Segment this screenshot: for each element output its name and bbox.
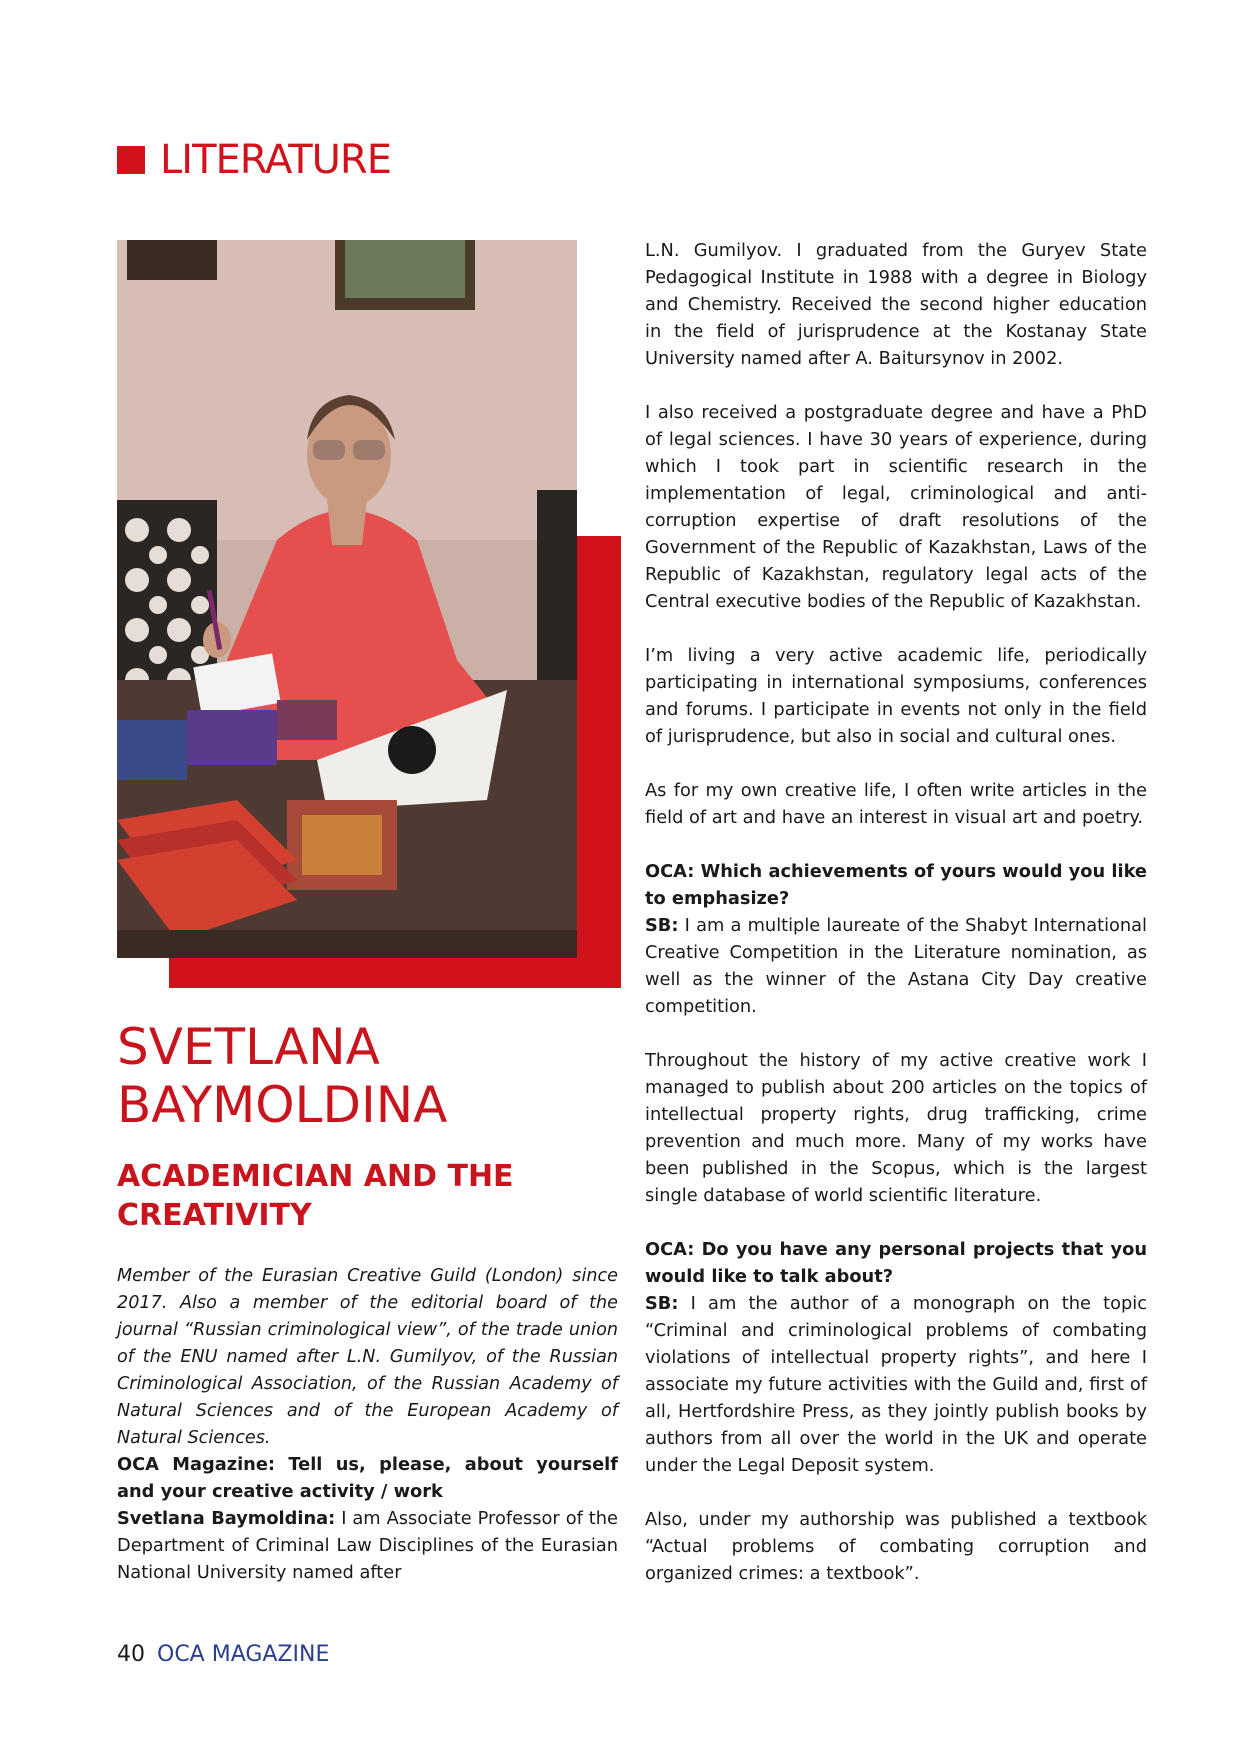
question-2: OCA: Which achievements of yours would you like to emphasize? <box>645 861 1147 909</box>
page-footer <box>117 1641 329 1669</box>
article-subtitle: ACADEMICIAN AND THE CREATIVITY <box>117 1159 514 1233</box>
right-column <box>645 237 1147 1587</box>
paragraph-3: I’m living a very active academic life, periodically participating in international symposiums, conferences and forums. I participate in events not only in the field of jurisprudence, but also in social and cultural ones. <box>645 645 1147 747</box>
paragraph-6: Also, under my authorship was published a textbook “Actual problems of combating corruption and organized crimes: a textbook”. <box>645 1509 1147 1584</box>
section-marker <box>117 146 145 174</box>
page-number: 40 <box>117 1642 145 1667</box>
answer-1-speaker: Svetlana Baymoldina: <box>117 1508 336 1529</box>
question-3: OCA: Do you have any personal projects that you would like to talk about? <box>645 1239 1147 1287</box>
paragraph-4: As for my own creative life, I often write articles in the field of art and have an interest in visual art and poetry. <box>645 780 1147 828</box>
paragraph-5: Throughout the history of my active creative work I managed to publish about 200 articles on the topics of intellectual property rights, drug trafficking, crime prevention and much more. Many of my works have been published in the Scopus, which is the largest single database of world scientific literature. <box>645 1050 1147 1206</box>
answer-2: I am a multiple laureate of the Shabyt International Creative Competition in the Literature nomination, as well as the winner of the Astana City Day creative competition. <box>645 915 1147 1017</box>
answer-1-start: I am Associate Professor of the Department of Criminal Law Disciplines of the Eurasian National University named after <box>117 1508 618 1583</box>
name-line-2: BAYMOLDINA <box>117 1076 448 1134</box>
portrait-photo <box>117 240 577 958</box>
intro-paragraph: Member of the Eurasian Creative Guild (London) since 2017. Also a member of the editorial board of the journal “Russian criminological view”, of the trade union of the ENU named after L.N. Gumilyov, of the Russian Criminological Association, of the Russian Academy of Natural Sciences and of the European Academy of Natural Sciences. <box>117 1266 618 1448</box>
name-line-1: SVETLANA <box>117 1018 380 1076</box>
answer-1-continued: L.N. Gumilyov. I graduated from the Guryev State Pedagogical Institute in 1988 with a degree in Biology and Chemistry. Received the second higher education in the field of jurisprudence at the Kostanay State University named after A. Baitursynov in 2002. <box>645 240 1147 369</box>
section-title: LITERATURE <box>160 137 391 183</box>
left-column-interview <box>117 1451 618 1586</box>
magazine-name: OCA MAGAZINE <box>157 1642 330 1667</box>
article-author-name <box>117 1018 447 1134</box>
question-1: OCA Magazine: Tell us, please, about yourself and your creative activity / work <box>117 1454 618 1502</box>
answer-3: I am the author of a monograph on the topic “Criminal and criminological problems of combating violations of intellectual property rights”, and here I associate my future activities with the Guild and, first of all, Hertfordshire Press, as they jointly publish books by authors from all over the world in the UK and operate under the Legal Deposit system. <box>645 1293 1147 1476</box>
answer-3-speaker: SB: <box>645 1293 679 1314</box>
answer-2-speaker: SB: <box>645 915 679 936</box>
paragraph-2: I also received a postgraduate degree and have a PhD of legal sciences. I have 30 years of experience, during which I took part in scientific research in the implementation of legal, criminological and anti-corruption expertise of draft resolutions of the Government of the Republic of Kazakhstan, Laws of the Republic of Kazakhstan, regulatory legal acts of the Central executive bodies of the Republic of Kazakhstan. <box>645 402 1147 612</box>
